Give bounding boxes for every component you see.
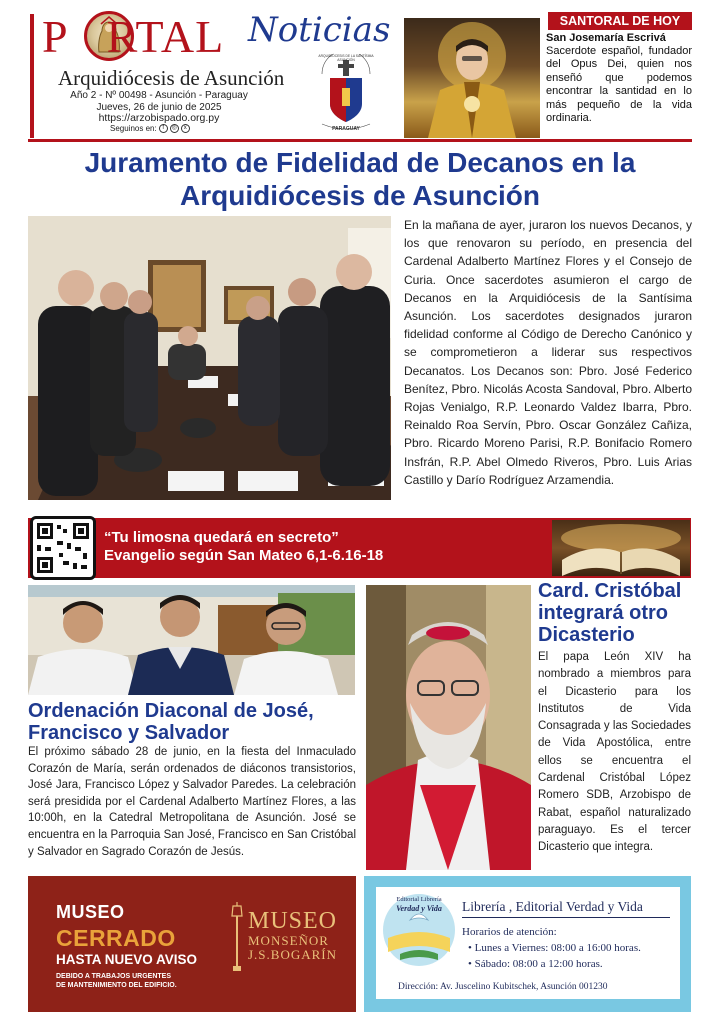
libreria-logo-line2: Verdad y Vida bbox=[396, 904, 442, 913]
cardenal-headline-line2: integrará otro bbox=[538, 602, 669, 624]
crest-motto: ARQUIDIÓCESIS DE LA SANTÍSIMA ASUNCIÓN bbox=[318, 54, 374, 62]
museo-logo-name: J.S.BOGARÍN bbox=[248, 947, 338, 962]
open-bible-image bbox=[552, 520, 690, 576]
issue-number: Año 2 - Nº 00498 - Asunción - Paraguay bbox=[70, 90, 248, 101]
masthead-noticias-title: Noticias bbox=[248, 10, 391, 50]
libreria-address: Dirección: Av. Juscelino Kubitschek, Asunción 001230 bbox=[398, 982, 608, 992]
gospel-reference: Evangelio según San Mateo 6,1-6.16-18 bbox=[104, 547, 384, 564]
libreria-hours-saturday-text: Sábado: 08:00 a 12:00 horas. bbox=[474, 958, 603, 970]
ordenacion-headline bbox=[28, 700, 368, 744]
libreria-hours-weekdays-text: Lunes a Viernes: 08:00 a 16:00 horas. bbox=[474, 942, 641, 954]
deacon-candidates-photo bbox=[28, 585, 355, 695]
museo-ad-line1: MUSEO bbox=[56, 902, 125, 922]
museo-ad-reason-line1: DEBIDO A TRABAJOS URGENTES bbox=[56, 973, 171, 980]
main-headline-line2: Arquidiócesis de Asunción bbox=[180, 180, 540, 211]
verdad-y-vida-logo bbox=[380, 890, 458, 970]
gospel-quote: “Tu limosna quedará en secreto” bbox=[104, 529, 339, 546]
libreria-title: Librería , Editorial Verdad y Vida bbox=[462, 899, 643, 914]
instagram-icon[interactable]: ◎ bbox=[171, 125, 177, 131]
ordenacion-headline-line2: Francisco y Salvador bbox=[28, 722, 230, 744]
qr-code-icon[interactable] bbox=[30, 516, 96, 580]
saint-description: Sacerdote español, fundador del Opus Dei, quien nos enseñó que podemos encontrar la santidad en lo más pequeño de la vida ordinaria. bbox=[546, 45, 692, 125]
libreria-divider bbox=[462, 917, 670, 918]
libreria-hours-weekdays: • Lunes a Viernes: 08:00 a 16:00 horas. bbox=[468, 942, 641, 954]
social-label: Seguinos en: bbox=[110, 124, 157, 133]
crest-country: PARAGUAY bbox=[332, 126, 360, 132]
museo-ad-notice: HASTA NUEVO AVISO bbox=[56, 952, 198, 967]
main-headline-line1: Juramento de Fidelidad de Decanos en la bbox=[84, 147, 636, 178]
museo-ad-closed: CERRADO bbox=[56, 925, 176, 951]
museo-logo-title: MUSEO bbox=[248, 908, 338, 934]
decanos-oath-photo bbox=[28, 216, 391, 500]
saint-name: San Josemaría Escrivá bbox=[546, 32, 666, 44]
libreria-hours-heading: Horarios de atención: bbox=[462, 926, 557, 938]
social-links bbox=[110, 124, 190, 133]
cardenal-headline-line3: Dicasterio bbox=[538, 624, 635, 646]
museo-ad-reason-line2: DE MANTENIMIENTO DEL EDIFICIO. bbox=[56, 982, 177, 989]
main-headline bbox=[28, 146, 692, 212]
x-icon[interactable]: x bbox=[181, 124, 190, 133]
main-article-body: En la mañana de ayer, juraron los nuevos Decanos, y los que renovaron su período, en presencia del Cardenal Adalberto Martínez Flores y el Consejo de Curia. Once sacerdotes asumieron el cargo de Decanos en la Arquidiócesis de la Santísima Asunción. Los sacerdotes designados juraron fidelidad conforme al Código de Derecho Canónico y se comprometieron a liderar sus respectivos Decanatos. Los Decanos son: Pbro. José Federico Benítez, Pbro. Nicolás Acosta Sandoval, Pbro. Alberto Rojas Venialgo, R.P. Leonardo Valdez Ibarra, Pbro. Reinaldo Roa Servín, Pbro. Oscar González Cañiza, Pbro. Ricardo Moreno Parisi, R.P. Bonifacio Romero Insfrán, R.P. Abel Olmedo Riveros, Pbro. Luis Arias Castillo y Darío Rodríguez Arzamendia. bbox=[404, 218, 692, 487]
santoral-heading: SANTORAL DE HOY bbox=[548, 12, 692, 30]
museo-logo-monsenor: MONSEÑOR bbox=[248, 933, 329, 948]
cardenal-headline bbox=[538, 580, 698, 646]
museo-ad-reason bbox=[56, 972, 177, 990]
ordenacion-article-body: El próximo sábado 28 de junio, en la fiesta del Inmaculado Corazón de María, serán ordenados de diáconos transistorios, José Jara, Francisco López y Salvador Paredes. La celebración será presidida por el Cardenal Adalberto Martínez Flores, a las 10:00h, en la Catedral Metropolitana de Asunción. José se encuentra en la Parroquia San José, Francisco en San Cristóbal y Salvador en Sagrado Corazón de Jesús. bbox=[28, 746, 356, 858]
header-divider bbox=[28, 139, 692, 142]
masthead-subtitle: Arquidiócesis de Asunción bbox=[58, 66, 285, 90]
street-lamp-icon bbox=[230, 902, 244, 972]
archdiocese-crest-icon bbox=[316, 54, 376, 132]
masthead-portal-title: P RTAL bbox=[42, 11, 225, 62]
cardenal-article-body: El papa León XIV ha nombrado a miembros para el Dicasterio para los Institutos de Vida Consagrada y las Sociedades de Vida Apostólica, entre ellos se encuentra el Cardenal Cristóbal López Romero SDB, Arzobispo de Rabat, español naturalizado paraguayo. Es el tercer Dicasterio que integra. bbox=[538, 651, 691, 854]
libreria-logo-line1: Editorial Librería bbox=[396, 896, 442, 903]
libreria-hours-saturday: • Sábado: 08:00 a 12:00 horas. bbox=[468, 958, 603, 970]
website-link[interactable]: https://arzobispado.org.py bbox=[98, 112, 220, 124]
cardenal-headline-line1: Card. Cristóbal bbox=[538, 580, 682, 602]
san-josemaria-photo bbox=[404, 18, 540, 138]
facebook-icon[interactable]: f bbox=[159, 124, 168, 133]
issue-info bbox=[64, 90, 254, 125]
masthead-accent-bar bbox=[30, 14, 34, 138]
cardinal-cristobal-photo bbox=[366, 585, 531, 870]
issue-date: Jueves, 26 de junio de 2025 bbox=[96, 101, 222, 113]
ordenacion-headline-line1: Ordenación Diaconal de José, bbox=[28, 700, 314, 722]
